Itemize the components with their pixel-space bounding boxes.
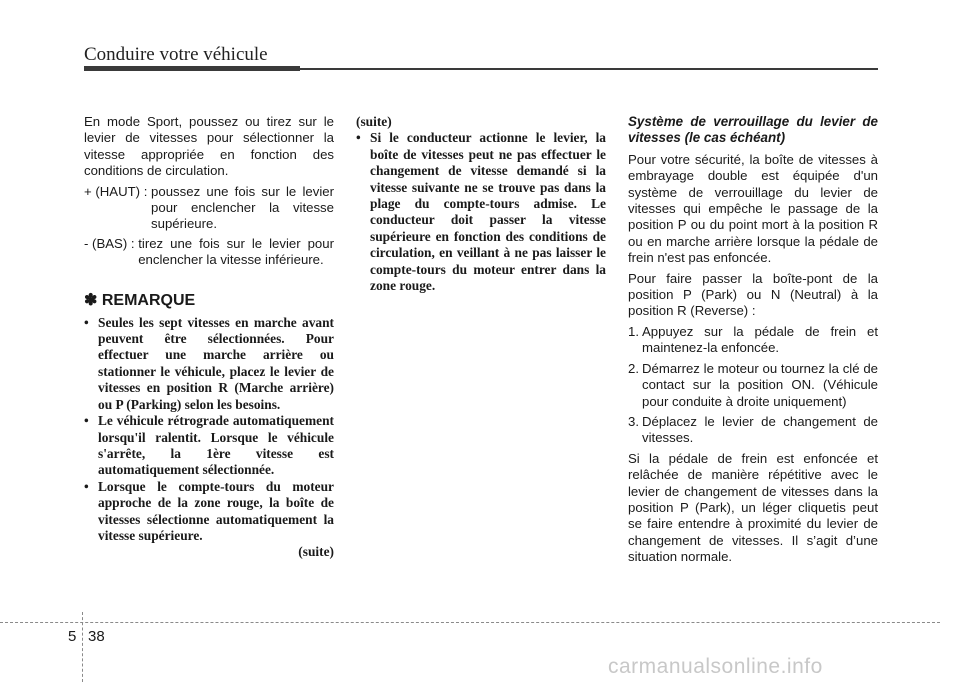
note-title: REMARQUE (101, 291, 196, 309)
header-rule-thick (84, 66, 300, 71)
paragraph: Pour votre sécurité, la boîte de vitesses à embrayage double est équipée d'un système de verrouillage du levier de vitesses qui empêche le passage de la position P ou du point mort à la position R ou en marche arrière lorsque la pédale de frein n'est pas enfoncée. (628, 151, 878, 266)
watermark: carmanualsonline.info (608, 655, 823, 678)
section-subtitle: Système de verrouillage du levier de vitesses (le cas échéant) (628, 114, 878, 146)
page-header-title: Conduire votre véhicule (84, 44, 268, 65)
definition-term: + (HAUT) : (84, 183, 152, 199)
column-2 (356, 114, 606, 294)
paragraph: Si la pédale de frein est enfoncée et relâchée de manière répétitive avec le levier de changement de vitesses dans la position P (Park), un léger cliquetis peut se faire entendre à proximité du levier de changement de vitesses. Il s’agit d’une situation normale. (628, 450, 878, 565)
definition-desc: tirez une fois sur le levier pour enclencher la vitesse inférieure. (138, 235, 334, 268)
note-heading (84, 291, 334, 311)
list-item: • Le véhicule rétrograde automatiquement lorsqu'il ralentit. Lorsque le véhicule s'arrête, la 1ère vitesse est automatiquement sélectionnée. (84, 413, 334, 478)
bullet-text: Seules les sept vitesses en marche avant peuvent être sélectionnées. Pour effectuer une marche arrière ou stationner le véhicule, placez le levier de vitesses en position R (Marche arrière) ou P (Parking) selon les besoins. (98, 314, 334, 412)
note-symbol-icon: ✽ (84, 291, 98, 309)
list-item: • Seules les sept vitesses en marche avant peuvent être sélectionnées. Pour effectuer une marche arrière ou stationner le véhicule, placez le levier de vitesses en position R (Marche arrière) ou P (Parking) selon les besoins. (84, 314, 334, 412)
column-1 (84, 114, 334, 561)
definition-up (84, 184, 334, 233)
step-number: 1. (628, 323, 639, 339)
step-number: 2. (628, 360, 639, 376)
steps-list (628, 324, 878, 447)
step-item (628, 414, 878, 447)
definition-down (84, 236, 334, 269)
sport-mode-intro: En mode Sport, poussez ou tirez sur le levier de vitesses pour sélectionner la vitesse appropriée en fonction des conditions de circulation. (84, 114, 334, 179)
page-number: 38 (88, 628, 105, 645)
step-text: Appuyez sur la pédale de frein et maintenez-la enfoncée. (642, 323, 878, 356)
chapter-number: 5 (68, 628, 77, 645)
step-text: Déplacez le levier de changement de vitesses. (642, 413, 878, 446)
step-item (628, 324, 878, 357)
note-bullets (84, 315, 334, 545)
note-bullets-continued (356, 130, 606, 294)
list-item: • Si le conducteur actionne le levier, la boîte de vitesses peut ne pas effectuer le changement de vitesse demandé si la vitesse suivante ne se trouve pas dans la plage du compte-tours admise. Le conducteur doit passer la vitesse supérieure en fonction des conditions de circulation, en veillant à ne pas laisser le compte-tours du moteur entrer dans la zone rouge. (356, 130, 606, 294)
definition-term: - (BAS) : (84, 235, 139, 251)
continued-label: (suite) (356, 114, 392, 129)
definition-desc: poussez une fois sur le levier pour enclencher la vitesse supérieure. (151, 183, 334, 232)
bullet-text: Lorsque le compte-tours du moteur approche de la zone rouge, la boîte de vitesses sélectionne automatiquement la vitesse supérieure. (98, 478, 334, 543)
column-3 (628, 114, 878, 570)
continued-label: (suite) (298, 544, 334, 560)
step-number: 3. (628, 413, 639, 429)
footer-dashed-line (0, 622, 940, 623)
paragraph: Pour faire passer la boîte-pont de la position P (Park) ou N (Neutral) à la position R (Reverse) : (628, 270, 878, 319)
list-item: • Lorsque le compte-tours du moteur approche de la zone rouge, la boîte de vitesses sélectionne automatiquement la vitesse supérieure. (84, 478, 334, 543)
step-item (628, 361, 878, 410)
header-rule-thin (300, 68, 878, 70)
bullet-text: Le véhicule rétrograde automatiquement lorsqu'il ralentit. Lorsque le véhicule s'arrête, la 1ère vitesse est automatiquement sélectionnée. (98, 413, 334, 478)
step-text: Démarrez le moteur ou tournez la clé de contact sur la position ON. (Véhicule pour conduite à droite uniquement) (642, 360, 878, 409)
footer-dashed-divider (82, 612, 83, 682)
bullet-text: Si le conducteur actionne le levier, la boîte de vitesses peut ne pas effectuer le changement de vitesse demandé si la vitesse suivante ne se trouve pas dans la plage du compte-tours admise. Le conducteur doit passer la vitesse supérieure en fonction des conditions de circulation, en veillant à ne pas laisser le compte-tours du moteur entrer dans la zone rouge. (370, 130, 606, 294)
